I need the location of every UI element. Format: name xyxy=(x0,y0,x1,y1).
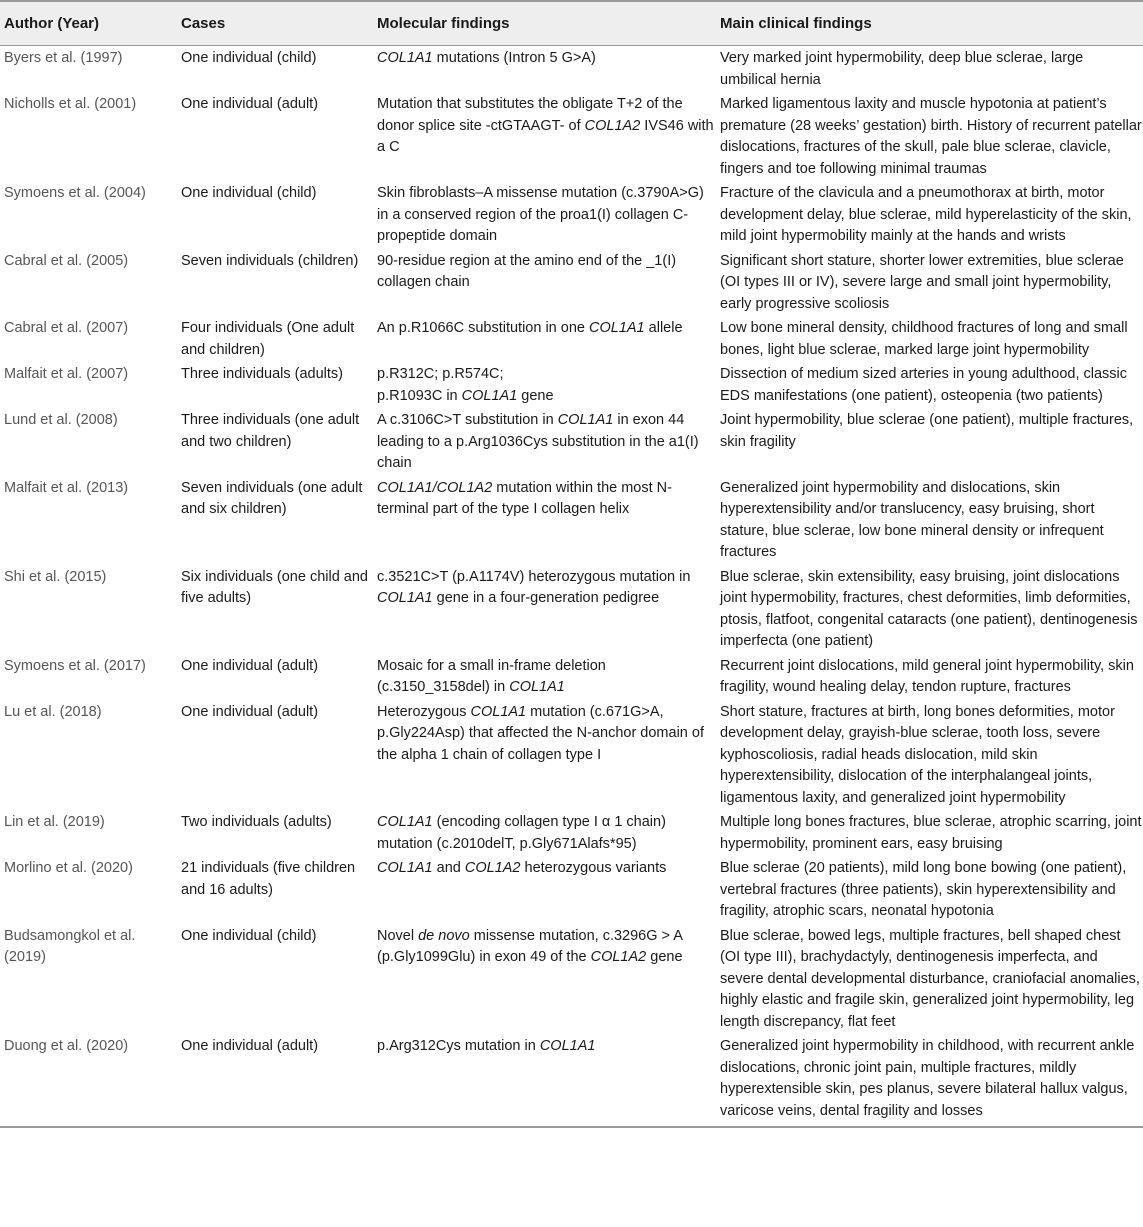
author-year-cell: Malfait et al. (2013) xyxy=(4,479,129,496)
header-row xyxy=(0,1,1143,46)
cases-cell: 21 individuals (five children and 16 adults) xyxy=(181,860,356,898)
author-year-cell: Shi et al. (2015) xyxy=(4,568,107,585)
clinical-findings-cell: Blue sclerae, bowed legs, multiple fractures, bell shaped chest (OI type III), brachydactyly, dentinogenesis imperfecta, and severe dental developmental disturbance, craniofacial anomalies, highly elastic and fragile skin, generalized joint hypermobility, leg length discrepancy, flat feet xyxy=(720,927,1140,1030)
cases-cell: Three individuals (one adult and two children) xyxy=(181,412,360,450)
cases-cell: One individual (adult) xyxy=(179,1034,375,1127)
text-segment: Heterozygous xyxy=(377,703,471,720)
molecular-findings-cell xyxy=(375,362,718,408)
gene-name: COL1A1/COL1A2 xyxy=(377,479,493,496)
table-row xyxy=(0,654,1143,700)
molecular-findings-cell xyxy=(375,408,718,476)
clinical-findings-cell: Short stature, fractures at birth, long bones deformities, motor development delay, grayish-blue sclerae, tooth loss, severe kyphoscoliosis, radial heads dislocation, mild skin hyperextensibility, dislocation of the interphalangeal joints, ligamentous laxity, and generalized joint hypermobility xyxy=(720,703,1115,806)
text-segment: allele xyxy=(644,320,683,336)
text-segment: mutation within the most N-terminal part of the type I collagen helix xyxy=(377,479,672,517)
author-year-cell: Symoens et al. (2017) xyxy=(4,657,146,674)
table-row xyxy=(0,476,1143,565)
text-segment: 90-residue region at the amino end of the _1(I) collagen chain xyxy=(377,252,677,290)
cases-cell: One individual (child) xyxy=(181,927,317,944)
molecular-findings-cell xyxy=(375,46,718,93)
header-molecular-findings: Molecular findings xyxy=(375,1,718,46)
clinical-findings-cell: Low bone mineral density, childhood fractures of long and small bones, light blue sclerae, marked large joint hypermobility xyxy=(720,320,1128,358)
gene-name: COL1A1 xyxy=(377,814,433,830)
molecular-findings-cell xyxy=(375,924,718,1035)
gene-name: COL1A1 xyxy=(589,320,645,336)
cases-cell: Two individuals (adults) xyxy=(181,814,332,830)
header-cases: Cases xyxy=(179,1,375,46)
gene-name: COL1A1 xyxy=(377,50,433,66)
cases-cell: One individual (adult) xyxy=(181,703,319,720)
table-row xyxy=(0,46,1143,93)
table-row xyxy=(0,181,1143,249)
text-segment: p.Arg312Cys mutation in xyxy=(377,1038,540,1054)
author-year-cell: Morlino et al. (2020) xyxy=(4,860,133,876)
cases-cell: One individual (adult) xyxy=(181,96,319,112)
text-segment: IVS46 with a C xyxy=(377,117,714,155)
gene-name: COL1A1 xyxy=(539,1038,596,1054)
clinical-findings-cell: Very marked joint hypermobility, deep blue sclerae, large umbilical hernia xyxy=(720,50,1084,88)
clinical-findings-cell: Dissection of medium sized arteries in young adulthood, classic EDS manifestations (one patient), osteopenia (two patients) xyxy=(720,366,1128,404)
molecular-findings-cell xyxy=(375,181,718,249)
text-segment: in exon 44 leading to a p.Arg1036Cys substitution in the a1(I) chain xyxy=(377,412,699,471)
table-row xyxy=(0,249,1143,317)
gene-name: COL1A2 xyxy=(584,117,641,134)
text-segment: missense mutation, c.3296G > A (p.Gly1099Glu) in exon 49 of the xyxy=(377,927,683,965)
text-segment: gene xyxy=(517,387,554,404)
table-row xyxy=(0,1034,1143,1127)
gene-name: COL1A1 xyxy=(377,860,433,876)
table-row xyxy=(0,362,1143,408)
table-row xyxy=(0,92,1143,181)
gene-name: COL1A1 xyxy=(557,412,614,428)
text-segment: c.3521C>T (p.A1174V) heterozygous mutation in xyxy=(377,568,691,585)
gene-name: de novo xyxy=(418,927,470,944)
author-year-cell: Lu et al. (2018) xyxy=(4,703,102,720)
text-segment: (encoding collagen type I α 1 chain) mutation (c.2010delT, p.Gly671Alafs*95) xyxy=(377,814,666,852)
text-segment: Mutation that substitutes the obligate T+2 of the donor splice site -ctGTAAGT- of xyxy=(377,96,683,134)
molecular-findings-cell xyxy=(375,810,718,856)
author-year-cell: Budsamongkol et al. (2019) xyxy=(4,927,136,965)
molecular-findings-cell xyxy=(375,1034,718,1127)
molecular-findings-cell xyxy=(375,565,718,654)
text-segment: mutations (Intron 5 G>A) xyxy=(432,50,596,66)
cases-cell: One individual (child) xyxy=(181,185,317,201)
text-segment: and xyxy=(432,860,465,876)
author-year-cell: Lin et al. (2019) xyxy=(4,814,105,830)
clinical-findings-cell: Marked ligamentous laxity and muscle hypotonia at patient’s premature (28 weeks’ gestation) birth. History of recurrent patellar dislocations, fractures of the skull, pale blue sclerae, clavicle, fingers and toe following minimal traumas xyxy=(720,96,1142,177)
clinical-findings-cell: Multiple long bones fractures, blue sclerae, atrophic scarring, joint hypermobility, prominent ears, easy bruising xyxy=(720,814,1142,852)
text-segment: Skin fibroblasts–A missense mutation (c.3790A>G) in a conserved region of the proa1(I) collagen C-propeptide domain xyxy=(377,185,704,244)
cases-cell: Three individuals (adults) xyxy=(181,366,343,382)
author-year-cell: Symoens et al. (2004) xyxy=(4,185,146,201)
table-row xyxy=(0,924,1143,1035)
clinical-findings-cell: Joint hypermobility, blue sclerae (one patient), multiple fractures, skin fragility xyxy=(720,412,1134,450)
molecular-findings-cell xyxy=(375,654,718,700)
cases-cell: One individual (adult) xyxy=(181,657,319,674)
table-row xyxy=(0,408,1143,476)
author-year-cell: Byers et al. (1997) xyxy=(4,50,123,66)
molecular-findings-cell xyxy=(375,92,718,181)
text-segment: p.R1093C in xyxy=(377,387,462,404)
molecular-findings-cell xyxy=(375,856,718,924)
cases-cell: One individual (child) xyxy=(181,50,317,66)
text-segment: Mosaic for a small in-frame deletion (c.3150_3158del) in xyxy=(377,657,606,695)
clinical-findings-cell: Significant short stature, shorter lower extremities, blue sclerae (OI types III or IV), severe large and small joint hypermobility, early progressive scoliosis xyxy=(720,252,1124,312)
molecular-findings-cell xyxy=(375,700,718,811)
gene-name: COL1A1 xyxy=(509,679,565,695)
table-row xyxy=(0,700,1143,811)
text-segment: mutation (c.671G>A, p.Gly224Asp) that affected the N-anchor domain of the alpha 1 chain of collagen type I xyxy=(377,703,704,763)
text-segment: gene xyxy=(646,949,683,965)
text-segment: heterozygous variants xyxy=(520,860,667,876)
table-row xyxy=(0,565,1143,654)
author-year-cell: Cabral et al. (2007) xyxy=(4,320,129,336)
text-segment: A c.3106C>T substitution in xyxy=(377,412,558,428)
gene-name: COL1A1 xyxy=(470,703,527,720)
text-segment: p.R312C; p.R574C; xyxy=(377,366,504,382)
author-year-cell: Duong et al. (2020) xyxy=(0,1034,179,1127)
header-author-year: Author (Year) xyxy=(0,1,179,46)
author-year-cell: Lund et al. (2008) xyxy=(4,412,118,428)
gene-name: COL1A2 xyxy=(464,860,521,876)
table-header xyxy=(0,1,1143,46)
cases-cell: Six individuals (one child and five adults) xyxy=(181,568,368,606)
cases-cell: Seven individuals (children) xyxy=(181,252,359,269)
author-year-cell: Nicholls et al. (2001) xyxy=(4,96,137,112)
clinical-findings-cell: Recurrent joint dislocations, mild general joint hypermobility, skin fragility, wound healing delay, tendon rupture, fractures xyxy=(720,657,1134,695)
header-main-clinical-findings: Main clinical findings xyxy=(718,1,1143,46)
author-year-cell: Malfait et al. (2007) xyxy=(4,366,129,382)
clinical-findings-cell: Blue sclerae, skin extensibility, easy bruising, joint dislocations joint hypermobility, fractures, chest deformities, limb deformities, ptosis, flatfoot, congenital cataracts (one patient), dentinogenesis imperfecta (one patient) xyxy=(720,568,1138,649)
clinical-findings-cell: Generalized joint hypermobility and dislocations, skin hyperextensibility and/or translucency, easy bruising, short stature, blue sclerae, low bone mineral density or infrequent fractures xyxy=(720,479,1104,560)
table-row xyxy=(0,316,1143,362)
table-row xyxy=(0,856,1143,924)
gene-name: COL1A2 xyxy=(590,949,647,965)
molecular-findings-cell xyxy=(375,249,718,317)
author-year-cell: Cabral et al. (2005) xyxy=(4,252,129,269)
molecular-findings-cell xyxy=(375,316,718,362)
clinical-findings-cell: Generalized joint hypermobility in childhood, with recurrent ankle dislocations, chronic joint pain, multiple fractures, mildly hyperextensible skin, pes planus, severe bilateral hallux valgus, varicose veins, dental fragility and losses xyxy=(718,1034,1143,1127)
table-body xyxy=(0,46,1143,1128)
cases-cell: Four individuals (One adult and children) xyxy=(181,320,355,358)
clinical-findings-cell: Fracture of the clavicula and a pneumothorax at birth, motor development delay, blue sclerae, mild hyperelasticity of the skin, mild joint hypermobility mainly at the hands and wrists xyxy=(720,185,1132,244)
table-row xyxy=(0,810,1143,856)
gene-name: COL1A1 xyxy=(461,387,518,404)
molecular-findings-cell xyxy=(375,476,718,565)
clinical-findings-cell: Blue sclerae (20 patients), mild long bone bowing (one patient), vertebral fractures (three patients), skin hyperextensibility and fragility, atrophic scars, neonatal hypotonia xyxy=(720,860,1127,919)
cases-cell: Seven individuals (one adult and six children) xyxy=(181,479,363,517)
text-segment: An p.R1066C substitution in one xyxy=(377,320,589,336)
gene-name: COL1A1 xyxy=(377,590,433,606)
text-segment: Novel xyxy=(377,927,419,944)
text-segment: gene in a four-generation pedigree xyxy=(432,590,660,606)
